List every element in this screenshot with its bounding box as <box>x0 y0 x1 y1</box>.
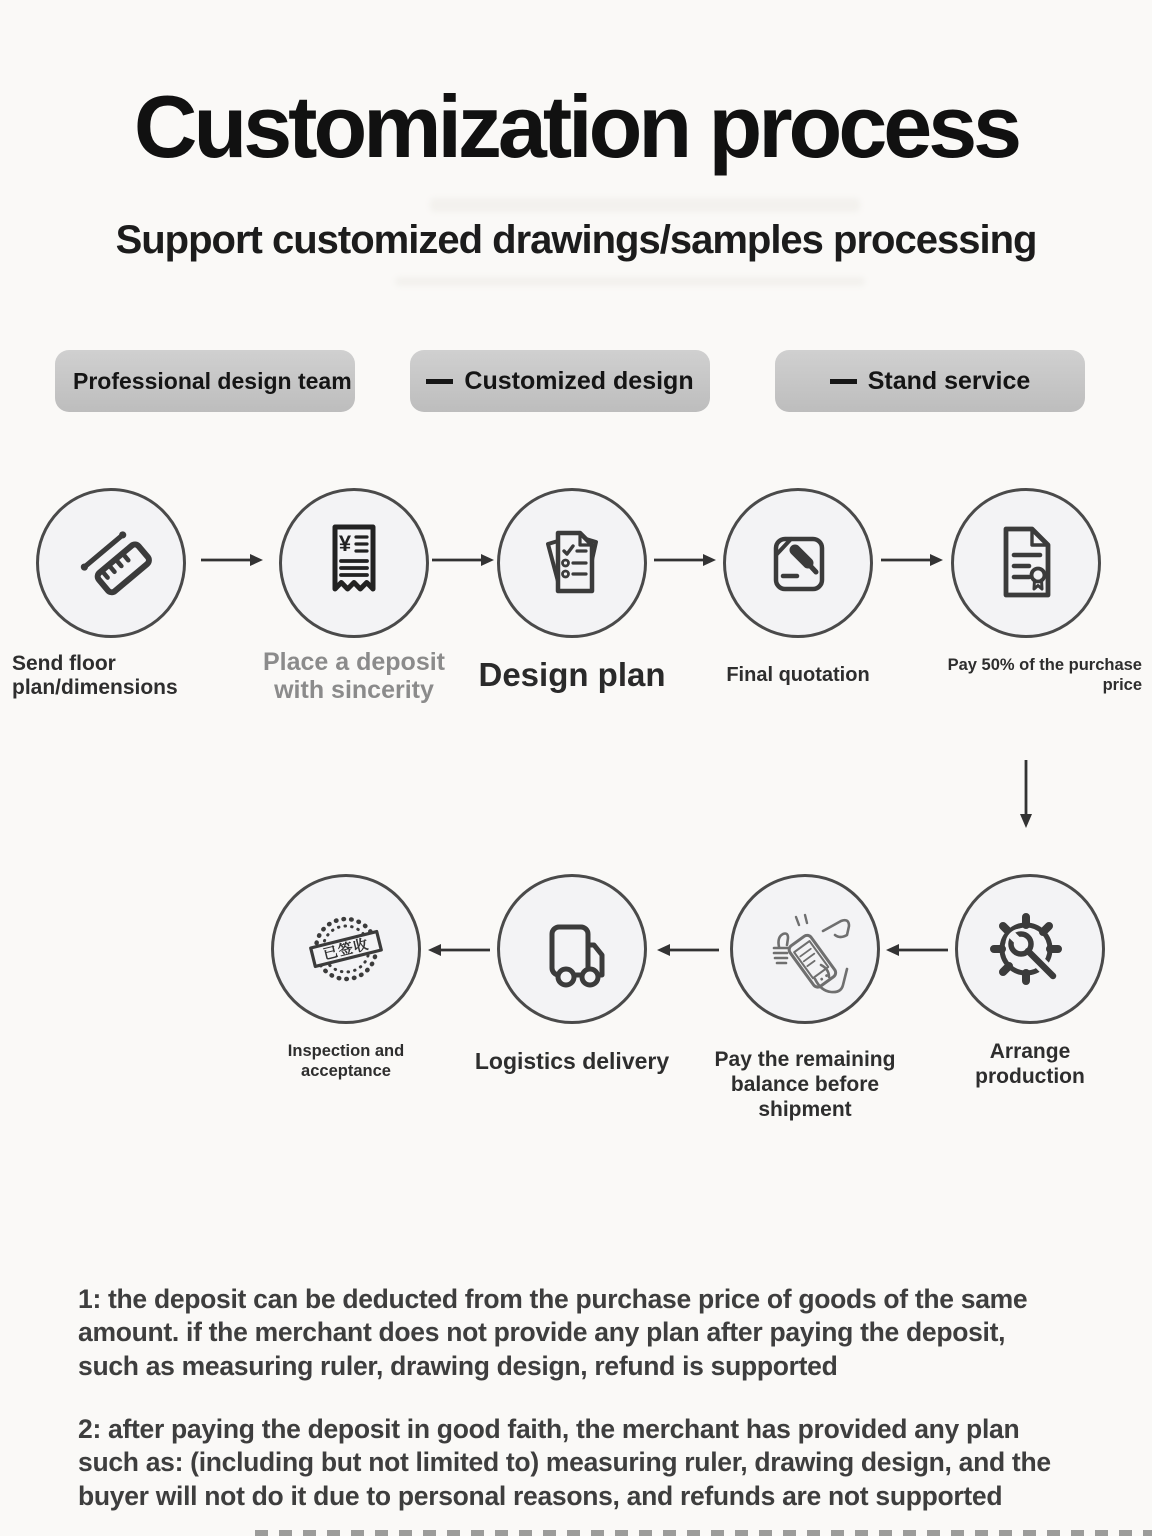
watermark-remnant <box>395 277 865 286</box>
step-label-inspection-acceptance: Inspection and acceptance <box>287 1042 405 1080</box>
step-label-pay-50-percent: Pay 50% of the purchase price <box>947 656 1142 694</box>
page-title: Customization process <box>133 77 1019 176</box>
dash-icon <box>426 379 453 384</box>
arrow-left-icon <box>426 941 492 959</box>
step-label-logistics-delivery: Logistics delivery <box>474 1048 670 1074</box>
currency-glyph: ¥ <box>338 531 352 556</box>
arrow-left-icon <box>655 941 721 959</box>
arrow-down-icon <box>1017 758 1035 830</box>
arrow-right-icon <box>652 551 718 569</box>
page-subtitle: Support customized drawings/samples processing <box>115 218 1037 262</box>
step-label-final-quotation: Final quotation <box>726 664 870 686</box>
arrow-right-icon <box>879 551 945 569</box>
arrow-left-icon <box>884 941 950 959</box>
watermark-remnant <box>430 198 860 212</box>
gavel-icon <box>748 513 848 613</box>
step-send-floor-plan <box>36 488 186 638</box>
step-label-arrange-production: Arrange production <box>975 1040 1085 1088</box>
banner-professional-design-team <box>55 350 355 412</box>
step-label-send-floor-plan: Send floor plan/dimensions <box>12 652 178 700</box>
dash-icon <box>830 379 857 384</box>
arrow-right-icon <box>430 551 496 569</box>
stamp-text: 已签收 <box>321 936 371 964</box>
checklist-icon <box>522 513 622 613</box>
banner-customized-design <box>410 350 710 412</box>
certificate-icon <box>976 513 1076 613</box>
cut-off-content-strip <box>255 1530 1152 1536</box>
receipt-icon <box>304 513 404 613</box>
payment-icon <box>755 899 855 999</box>
deposit-note-1: 1: the deposit can be deducted from the purchase price of goods of the same amount. if the merchant does not provide any plan after paying the deposit, such as measuring ruler, drawing design, refund is supported <box>78 1283 1028 1382</box>
step-logistics-delivery <box>497 874 647 1024</box>
banner-label: Stand service <box>867 366 1031 395</box>
ruler-icon <box>61 513 161 613</box>
step-label-pay-remaining-balance: Pay the remaining balance before shipment <box>714 1048 896 1121</box>
banner-stand-service <box>775 350 1085 412</box>
arrow-right-icon <box>199 551 265 569</box>
deposit-note-2: 2: after paying the deposit in good faith, the merchant has provided any plan such as: (including but not limited to) measuring ruler, drawing design, and the buyer will not do it due to personal reasons, and refunds are not supported <box>78 1413 1051 1512</box>
step-label-design-plan: Design plan <box>478 656 666 693</box>
step-final-quotation <box>723 488 873 638</box>
banner-label: Customized design <box>464 366 694 395</box>
step-inspection-acceptance <box>271 874 421 1024</box>
step-arrange-production <box>955 874 1105 1024</box>
gear-wrench-icon <box>980 899 1080 999</box>
step-pay-50-percent <box>951 488 1101 638</box>
truck-icon <box>522 899 622 999</box>
banner-label: Professional design team <box>73 367 352 394</box>
stamp-icon <box>296 899 396 999</box>
step-place-deposit <box>279 488 429 638</box>
step-label-place-deposit: Place a deposit with sincerity <box>262 648 446 704</box>
step-design-plan <box>497 488 647 638</box>
step-pay-remaining-balance <box>730 874 880 1024</box>
